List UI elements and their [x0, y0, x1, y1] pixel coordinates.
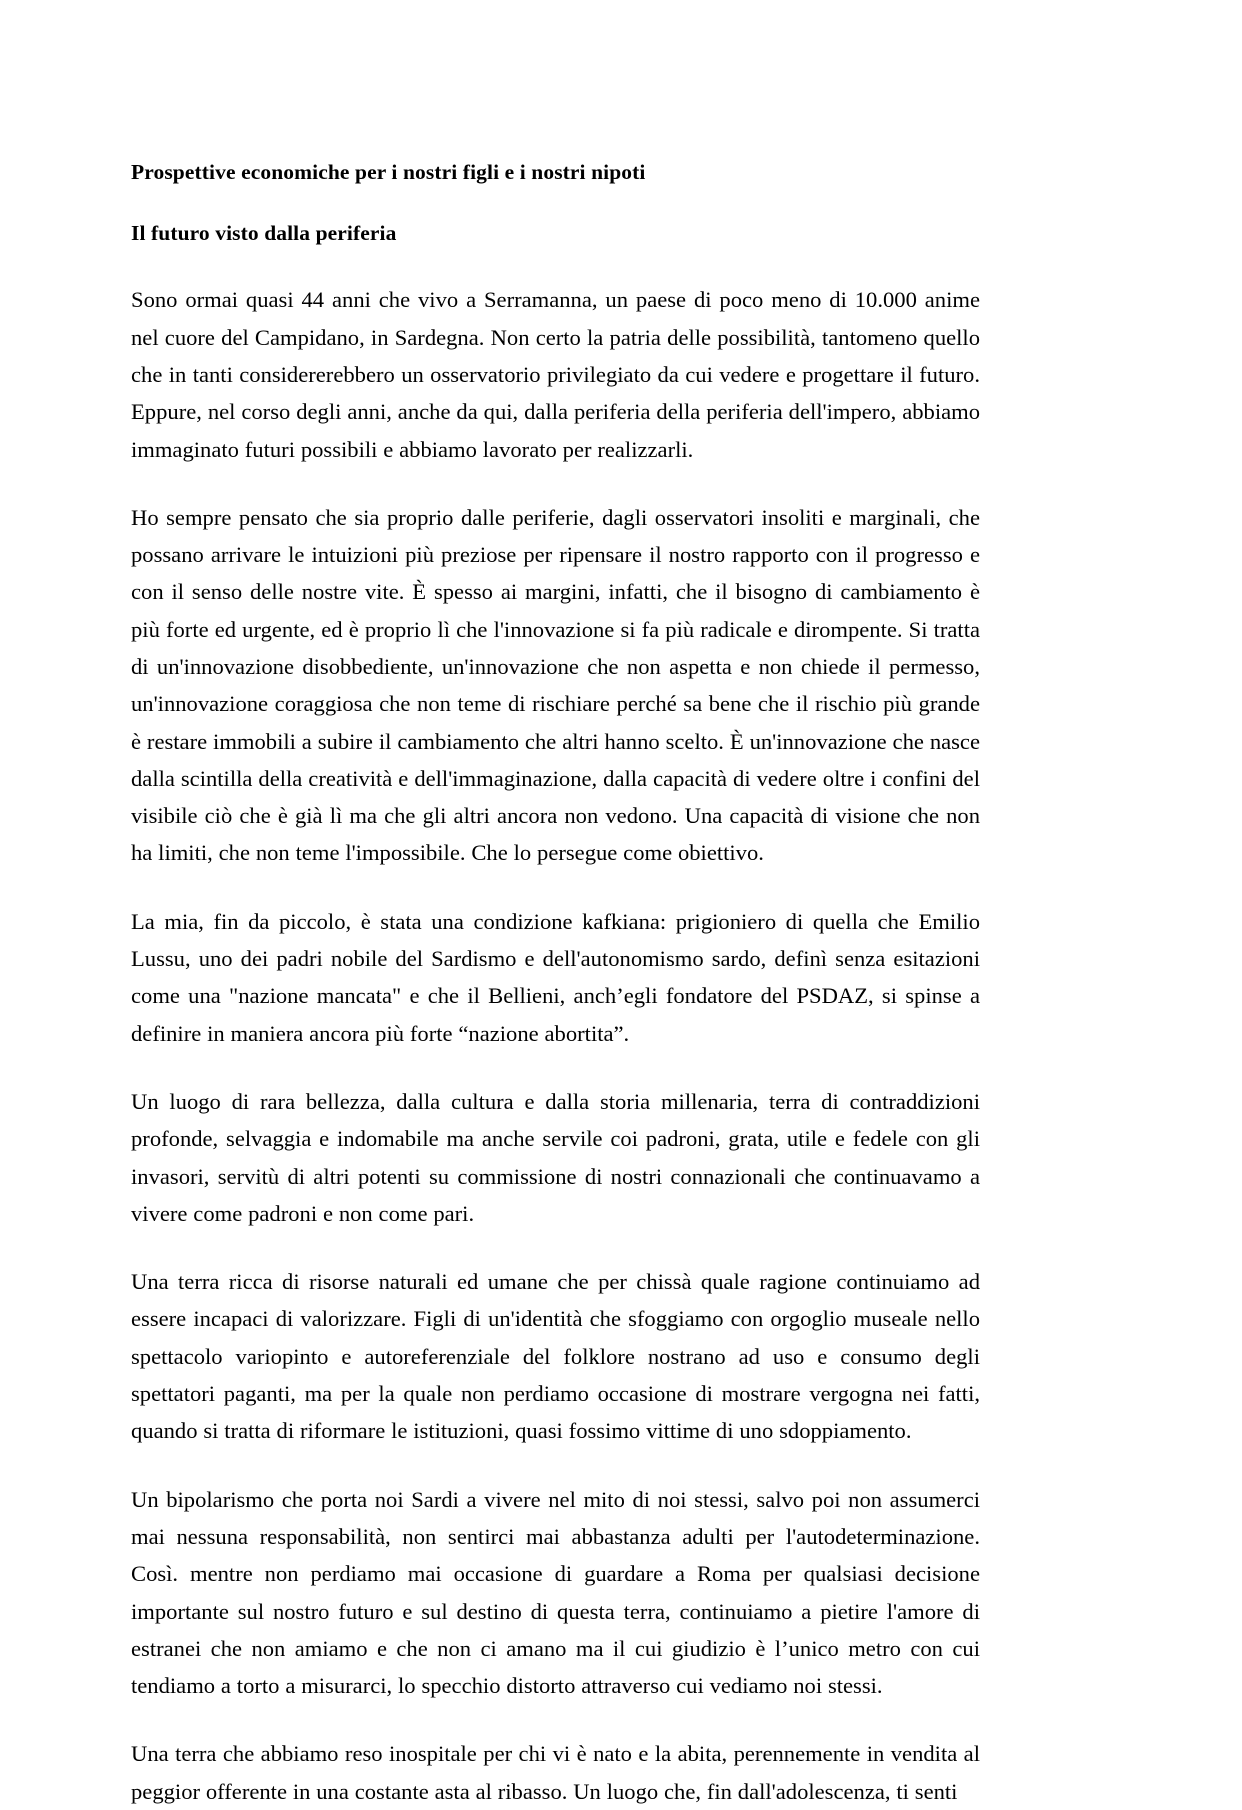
paragraph-3: La mia, fin da piccolo, è stata una condizione kafkiana: prigioniero di quella che Emilio Lussu, uno dei padri nobile del Sardismo e dell'autonomismo sardo, definì senza esitazioni come una "nazione mancata" e che il Bellieni, anch’egli fondatore del PSDAZ, si spinse a definire in maniera ancora più forte “nazione abortita”. — [131, 908, 980, 1046]
paragraph-2: Ho sempre pensato che sia proprio dalle periferie, dagli osservatori insoliti e marginali, che possano arrivare le intuizioni più preziose per ripensare il nostro rapporto con il progresso e con il senso delle nostre vite. È spesso ai margini, infatti, che il bisogno di cambiamento è più forte ed urgente, ed è proprio lì che l'innovazione si fa più radicale e dirompente. Si tratta di un'innovazione disobbediente, un'innovazione che non aspetta e non chiede il permesso, un'innovazione coraggiosa che non teme di rischiare perché sa bene che il rischio più grande è restare immobili a subire il cambiamento che altri hanno scelto. È un'innovazione che nasce dalla scintilla della creatività e dell'immaginazione, dalla capacità di vedere oltre i confini del visibile ciò che è già lì ma che gli altri ancora non vedono. Una capacità di visione che non ha limiti, che non teme l'impossibile. Che lo persegue come obiettivo. — [131, 504, 980, 866]
paragraph-6: Un bipolarismo che porta noi Sardi a vivere nel mito di noi stessi, salvo poi non assumerci mai nessuna responsabilità, non sentirci mai abbastanza adulti per l'autodeterminazione. Così. mentre non perdiamo mai occasione di guardare a Roma per qualsiasi decisione importante sul nostro futuro e sul destino di questa terra, continuiamo a pietire l'amore di estranei che non amiamo e che non ci amano ma il cui giudizio è l’unico metro con cui tendiamo a torto a misurarci, lo specchio distorto attraverso cui vediamo noi stessi. — [131, 1486, 980, 1699]
section-subtitle: Il futuro visto dalla periferia — [131, 220, 397, 245]
paragraph-5: Una terra ricca di risorse naturali ed umane che per chissà quale ragione continuiamo ad essere incapaci di valorizzare. Figli di un'identità che sfoggiamo con orgoglio museale nello spettacolo variopinto e autoreferenziale del folklore nostrano ad uso e consumo degli spettatori paganti, ma per la quale non perdiamo occasione di mostrare vergogna nei fatti, quando si tratta di riformare le istituzioni, quasi fossimo vittime di uno sdoppiamento. — [131, 1269, 980, 1444]
document-text-body — [131, 158, 980, 1810]
paragraph-7: Una terra che abbiamo reso inospitale per chi vi è nato e la abita, perennemente in vendita al peggior offerente in una costante asta al ribasso. Un luogo che, fin dall'adolescenza, ti senti — [131, 1741, 980, 1804]
paragraph-4: Un luogo di rara bellezza, dalla cultura e dalla storia millenaria, terra di contraddizioni profonde, selvaggia e indomabile ma anche servile coi padroni, grata, utile e fedele con gli invasori, servitù di altri potenti su commissione di nostri connazionali che continuavamo a vivere come padroni e non come pari. — [131, 1088, 980, 1226]
page-title: Prospettive economiche per i nostri figli e i nostri nipoti — [131, 160, 646, 184]
paragraph-1: Sono ormai quasi 44 anni che vivo a Serramanna, un paese di poco meno di 10.000 anime nel cuore del Campidano, in Sardegna. Non certo la patria delle possibilità, tantomeno quello che in tanti considererebbero un osservatorio privilegiato da cui vedere e progettare il futuro. Eppure, nel corso degli anni, anche da qui, dalla periferia della periferia dell'impero, abbiamo immaginato futuri possibili e abbiamo lavorato per realizzarli. — [131, 287, 980, 462]
